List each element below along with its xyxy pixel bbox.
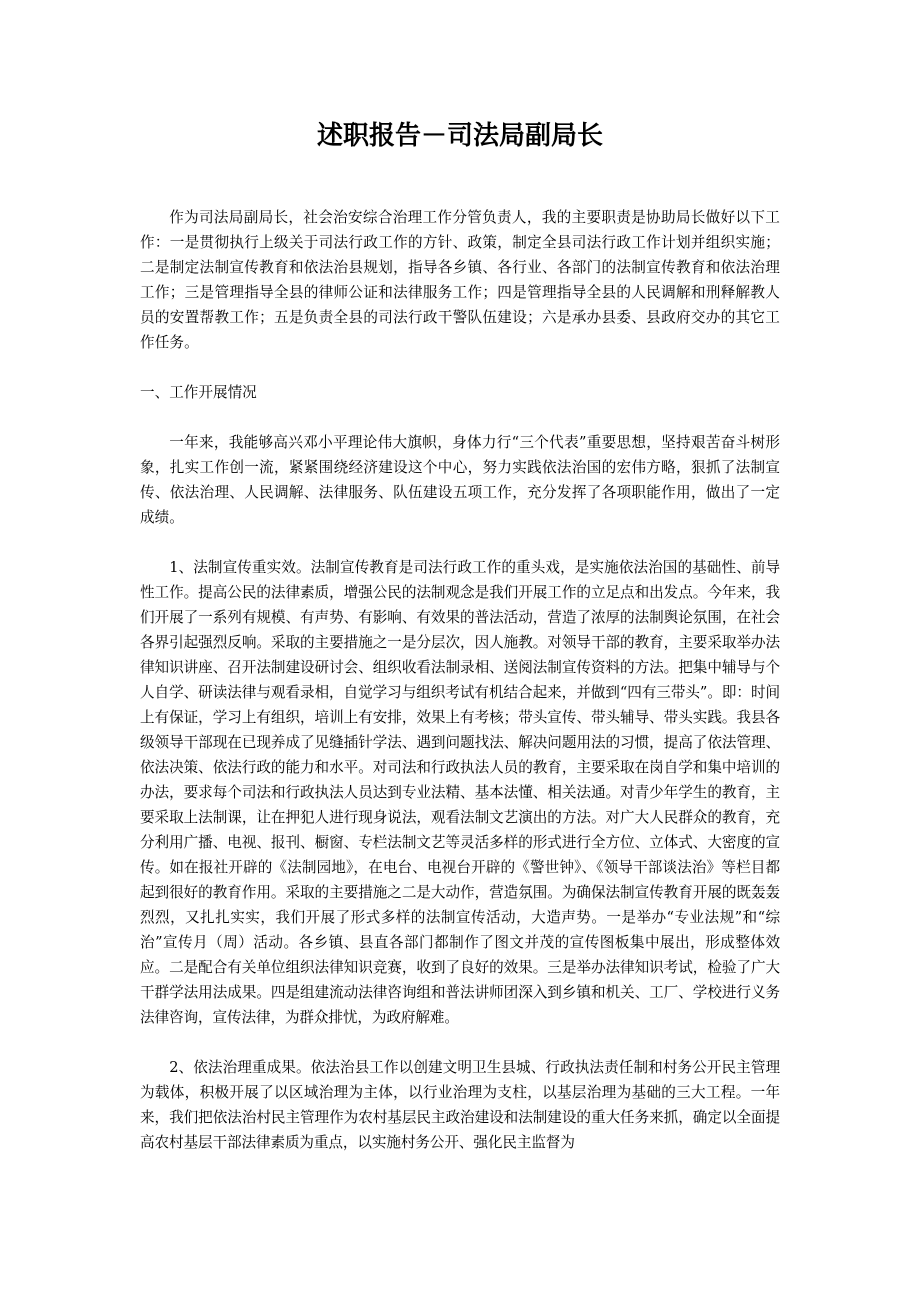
legal-governance-paragraph: 2、依法治理重成果。依法治县工作以创建文明卫生县城、行政执法责任制和村务公开民主管理为载体，积极开展了以区域治理为主体，以行业治理为支柱，以基层治理为基础的三大工程。一年来，我们把依法治村民主管理作为农村基层民主政治建设和法制建设的重大任务来抓，确定以全面提高农村基层干部法律素质为重点，以实施村务公开、强化民主监督为	[140, 1059, 780, 1151]
document-body	[140, 205, 780, 1155]
document-title: 述职报告－司法局副局长	[316, 121, 603, 151]
section-heading: 一、工作开展情况	[140, 384, 257, 401]
overview-paragraph: 一年来，我能够高兴邓小平理论伟大旗帜，身体力行“三个代表”重要思想，坚持艰苦奋斗树形象，扎实工作创一流，紧紧围绕经济建设这个中心，努力实践依法治国的宏伟方略，狠抓了法制宣传、依法治理、人民调解、法律服务、队伍建设五项工作，充分发挥了各项职能作用，做出了一定成绩。	[140, 434, 780, 526]
intro-paragraph: 作为司法局副局长，社会治安综合治理工作分管负责人，我的主要职责是协助局长做好以下工作：一是贯彻执行上级关于司法行政工作的方针、政策，制定全县司法行政工作计划并组织实施；二是制定法制宣传教育和依法治县规划，指导各乡镇、各行业、各部门的法制宣传教育和依法治理工作；三是管理指导全县的律师公证和法律服务工作；四是管理指导全县的人民调解和刑释解教人员的安置帮教工作；五是负责全县的司法行政干警队伍建设；六是承办县委、县政府交办的其它工作任务。	[140, 209, 780, 351]
legal-publicity-paragraph: 1、法制宣传重实效。法制宣传教育是司法行政工作的重头戏，是实施依法治国的基础性、前导性工作。提高公民的法律素质，增强公民的法制观念是我们开展工作的立足点和出发点。今年来，我们开展了一系列有规模、有声势、有影响、有效果的普法活动，营造了浓厚的法制舆论氛围，在社会各界引起强烈反响。采取的主要措施之一是分层次，因人施教。对领导干部的教育，主要采取举办法律知识讲座、召开法制建设研讨会、组织收看法制录相、送阅法制宣传资料的方法。把集中辅导与个人自学、研读法律与观看录相，自觉学习与组织考试有机结合起来，并做到“四有三带头”。即：时间上有保证，学习上有组织，培训上有安排，效果上有考核；带头宣传、带头辅导、带头实践。我县各级领导干部现在已现养成了见缝插针学法、遇到问题找法、解决问题用法的习惯，提高了依法管理、依法决策、依法行政的能力和水平。对司法和行政执法人员的教育，主要采取在岗自学和集中培训的办法，要求每个司法和行政执法人员达到专业法精、基本法懂、相关法通。对青少年学生的教育，主要采取上法制课，让在押犯人进行现身说法，观看法制文艺演出的方法。对广大人民群众的教育，充分利用广播、电视、报刊、橱窗、专栏法制文艺等灵活多样的形式进行全方位、立体式、大密度的宣传。如在报社开辟的《法制园地》，在电台、电视台开辟的《警世钟》、《领导干部谈法治》等栏目都起到很好的教育作用。采取的主要措施之二是大动作，营造氛围。为确保法制宣传教育开展的既轰轰烈烈，又扎扎实实，我们开展了形式多样的法制宣传活动，大造声势。一是举办“专业法规”和“综治”宣传月（周）活动。各乡镇、县直各部门都制作了图文并茂的宣传图板集中展出，形成整体效应。二是配合有关单位组织法律知识竞赛，收到了良好的效果。三是举办法律知识考试，检验了广大干群学法用法成果。四是组建流动法律咨询组和普法讲师团深入到乡镇和机关、工厂、学校进行义务法律咨询，宣传法律，为群众排忧，为政府解难。	[140, 559, 780, 1026]
